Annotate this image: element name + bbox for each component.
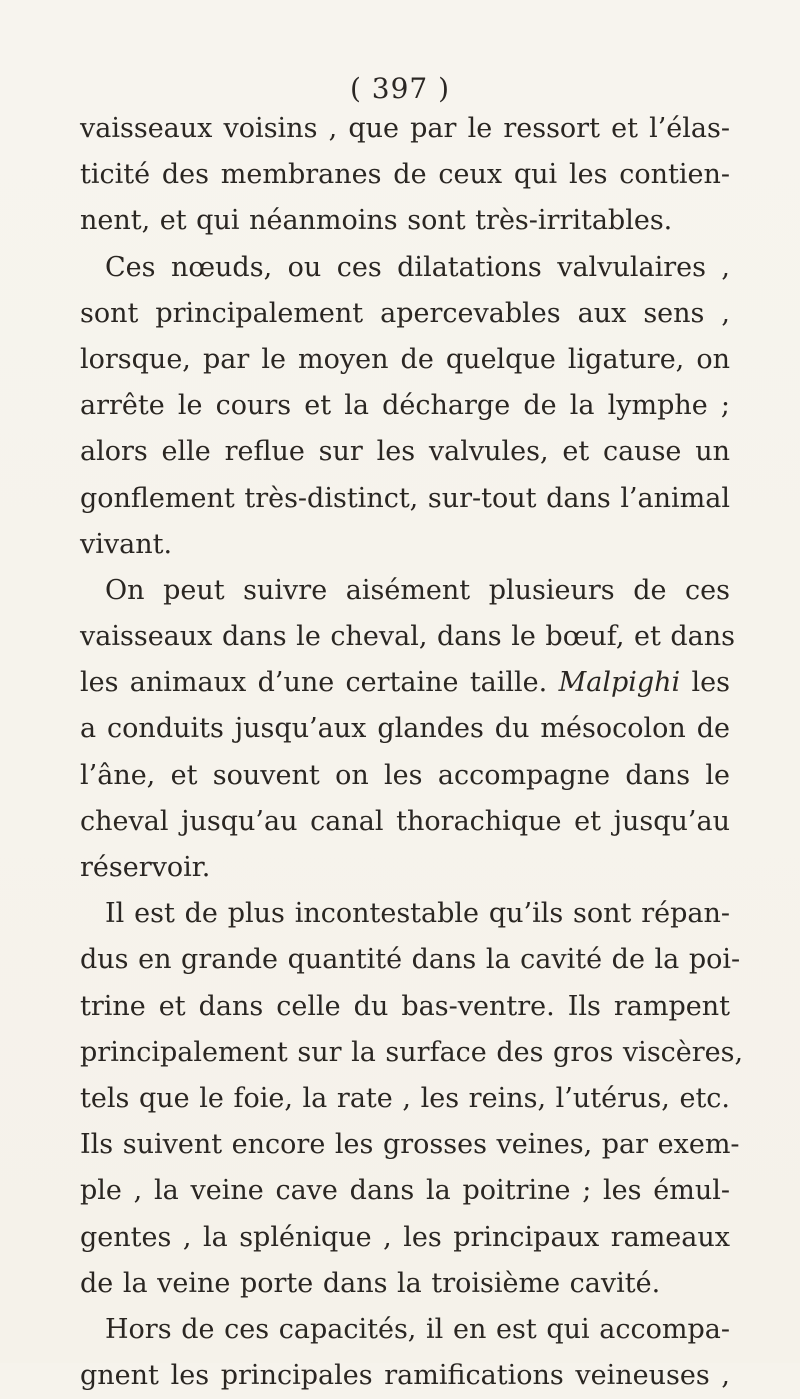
text-line: dus en grande quantité dans la cavité de la poi- bbox=[80, 944, 741, 976]
text-line: a conduits jusqu’aux glandes du mésocolon de bbox=[80, 713, 730, 745]
text-line: ticité des membranes de ceux qui les contien- bbox=[80, 159, 730, 191]
author-name: Malpighi bbox=[558, 667, 681, 699]
text-line: Ils suivent encore les grosses veines, par exem- bbox=[80, 1129, 740, 1161]
text-line: gonflement très-distinct, sur-tout dans l’animal bbox=[80, 482, 730, 514]
text-line: nent, et qui néanmoins sont très-irritables. bbox=[80, 205, 673, 237]
body-text bbox=[80, 106, 744, 1399]
text-line: les animaux d’une certaine taille. Malpighi les bbox=[80, 667, 730, 699]
text-line: réservoir. bbox=[80, 852, 211, 883]
text-line: ple , la veine cave dans la poitrine ; les émul- bbox=[80, 1175, 730, 1207]
text-line: vaisseaux dans le cheval, dans le bœuf, et dans bbox=[80, 621, 736, 653]
text-line: de la veine porte dans la troisième cavité. bbox=[80, 1267, 661, 1299]
text-line: cheval jusqu’au canal thorachique et jusqu’au bbox=[80, 805, 730, 837]
text-line: vivant. bbox=[80, 528, 173, 560]
text-line: tels que le foie, la rate , les reins, l’utérus, etc. bbox=[80, 1082, 730, 1114]
text-line: trine et dans celle du bas-ventre. Ils rampent bbox=[80, 990, 730, 1022]
text-line: Il est de plus incontestable qu’ils sont répan- bbox=[105, 898, 730, 930]
text-line: gnent les principales ramifications veineuses , bbox=[80, 1360, 730, 1392]
text-line: l’âne, et souvent on les accompagne dans le bbox=[80, 759, 730, 791]
text-line: vaisseaux voisins , que par le ressort et l’élas- bbox=[80, 113, 730, 144]
text-line: principalement sur la surface des gros viscères, bbox=[80, 1036, 744, 1068]
text-line: alors elle reflue sur les valvules, et cause un bbox=[80, 436, 730, 468]
text-line: gentes , la splénique , les principaux rameaux bbox=[80, 1221, 730, 1253]
text-line: lorsque, par le moyen de quelque ligature, on bbox=[80, 343, 730, 375]
text-line: Hors de ces capacités, il en est qui accompa- bbox=[105, 1313, 730, 1345]
text-line: sont principalement apercevables aux sens , bbox=[80, 297, 730, 329]
text-line: On peut suivre aisément plusieurs de ces bbox=[105, 574, 730, 606]
page-number: ( 397 ) bbox=[349, 72, 451, 105]
text-line: arrête le cours et la décharge de la lymphe ; bbox=[80, 390, 730, 422]
text-line: Ces nœuds, ou ces dilatations valvulaires , bbox=[105, 251, 730, 283]
